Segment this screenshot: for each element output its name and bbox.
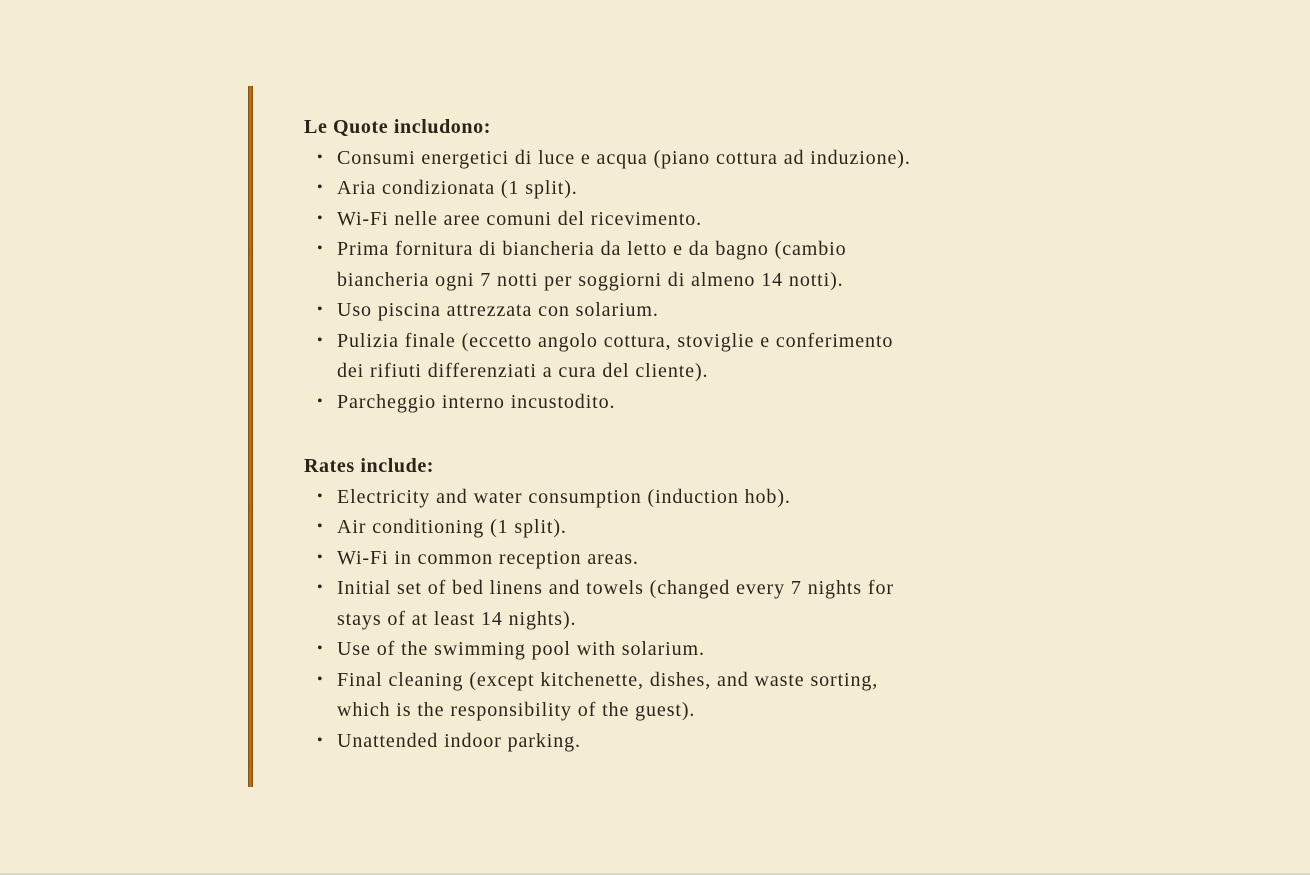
list-item (317, 143, 1024, 174)
bullet-icon: • (317, 731, 324, 749)
list-item-line: Air conditioning (1 split). (337, 516, 567, 538)
list-item-line: Unattended indoor parking. (337, 729, 581, 752)
bullet-icon: • (317, 392, 324, 410)
list-item-line: Prima fornitura di biancheria da letto e da bagno (cambio (337, 238, 847, 260)
list-item-line: Uso piscina attrezzata con solarium. (337, 299, 659, 321)
list-item-line: Final cleaning (except kitchenette, dishes, and waste sorting, (337, 668, 879, 691)
bullet-list-italian (304, 143, 1024, 418)
bullet-icon: • (317, 301, 324, 318)
list-item (317, 234, 1024, 295)
list-item-line: Initial set of bed linens and towels (changed every 7 nights for (337, 577, 894, 599)
list-item (317, 573, 1024, 634)
list-item (317, 726, 1024, 757)
bullet-icon: • (317, 148, 324, 166)
list-item-line: dei rifiuti differenziati a cura del cliente). (337, 360, 709, 382)
list-item-line: Wi-Fi in common reception areas. (337, 546, 639, 569)
list-item-line: Electricity and water consumption (induction hob). (337, 485, 791, 508)
section-heading-italian: Le Quote includono: (304, 116, 491, 138)
list-item-line: Use of the swimming pool with solarium. (337, 638, 705, 660)
bullet-icon: • (317, 518, 324, 535)
list-item (317, 665, 1024, 726)
list-item (317, 543, 1024, 574)
bullet-list-english (304, 482, 1024, 757)
list-item-line: Parcheggio interno incustodito. (337, 390, 616, 413)
bullet-icon: • (317, 640, 324, 657)
list-item-line: Pulizia finale (eccetto angolo cottura, stoviglie e conferimento (337, 329, 894, 352)
content-panel (304, 112, 1024, 756)
bullet-icon: • (317, 487, 324, 505)
list-item-line: biancheria ogni 7 notti per soggiorni di almeno 14 notti). (337, 268, 844, 291)
list-item (317, 326, 1024, 387)
list-item-line: Aria condizionata (1 split). (337, 177, 578, 199)
bullet-icon: • (317, 331, 324, 349)
bullet-icon: • (317, 548, 324, 566)
list-item (317, 295, 1024, 326)
bullet-icon: • (317, 179, 324, 196)
bullet-icon: • (317, 209, 324, 227)
bullet-icon: • (317, 670, 324, 688)
list-item (317, 634, 1024, 665)
list-item-line: which is the responsibility of the guest). (337, 699, 696, 721)
list-item (317, 173, 1024, 204)
list-item (317, 387, 1024, 418)
section-heading-english: Rates include: (304, 455, 435, 477)
list-item-line: Wi-Fi nelle aree comuni del ricevimento. (337, 207, 703, 230)
bullet-icon: • (317, 240, 324, 257)
list-item (317, 204, 1024, 235)
list-item (317, 482, 1024, 513)
list-item-line: Consumi energetici di luce e acqua (piano cottura ad induzione). (337, 146, 911, 169)
list-item (317, 512, 1024, 543)
accent-bar (248, 86, 253, 787)
bullet-icon: • (317, 579, 324, 596)
list-item-line: stays of at least 14 nights). (337, 607, 577, 630)
